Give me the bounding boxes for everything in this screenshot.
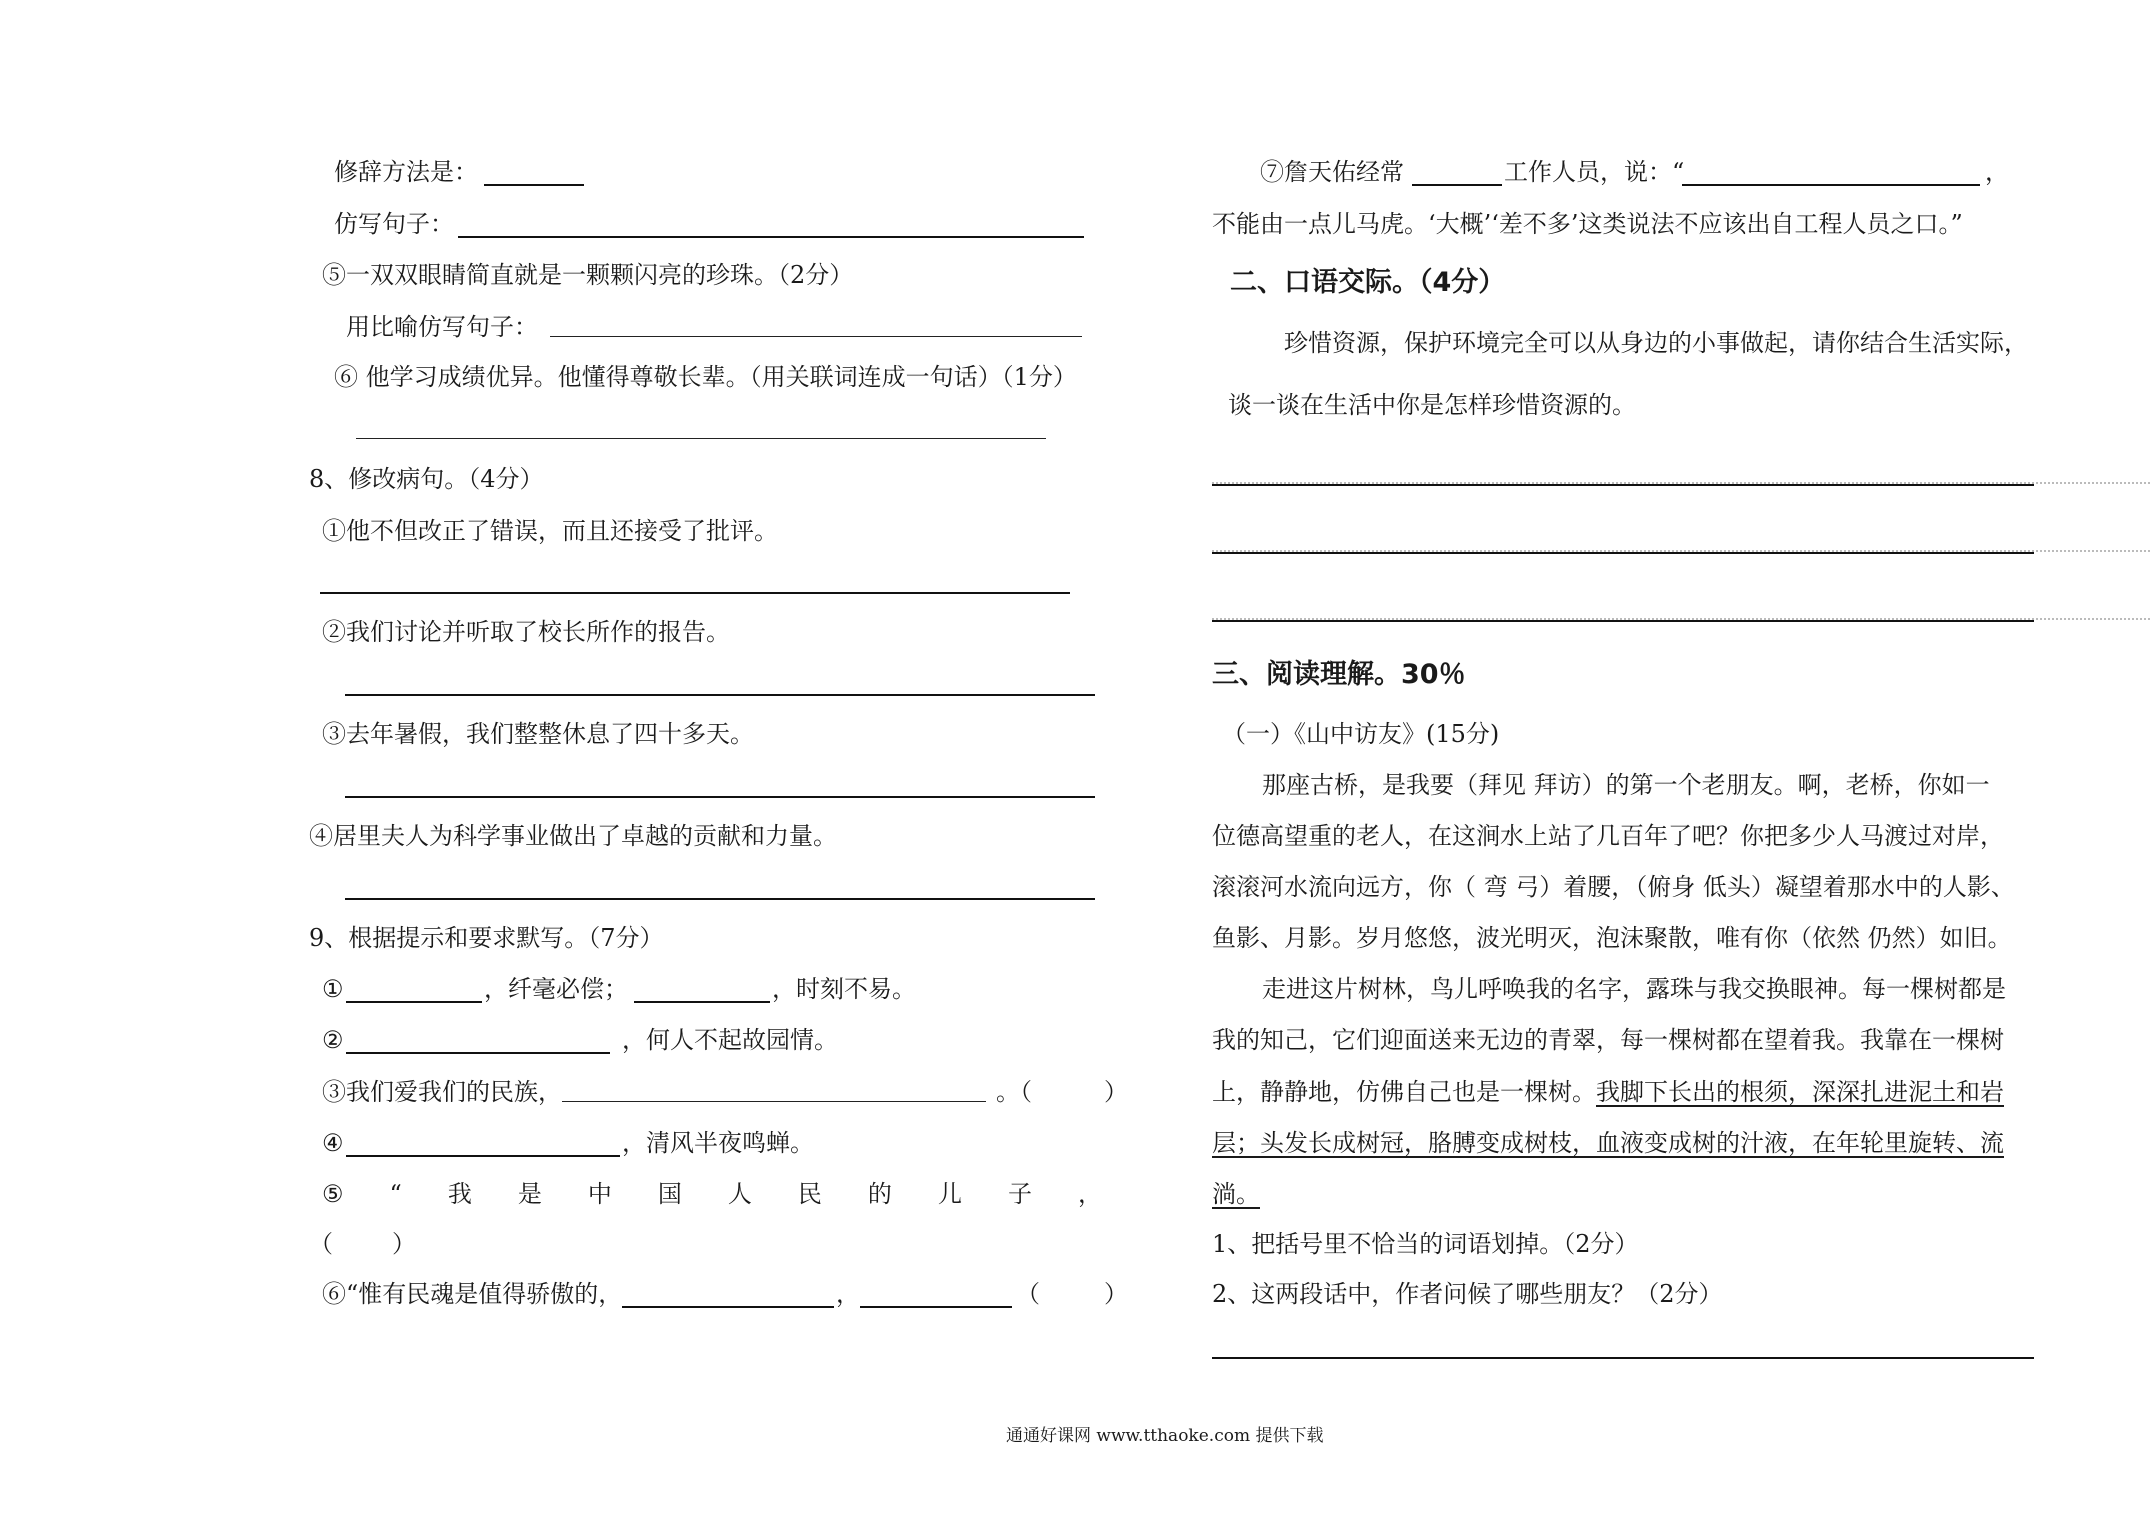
reading-question-2: 2、这两段话中，作者问候了哪些朋友？（2分） [1212, 1280, 1723, 1308]
s9-2-blank[interactable] [346, 1052, 610, 1054]
s9-5-paren-close: ） [392, 1230, 416, 1258]
para2-underlined-end: 淌。 [1212, 1180, 1260, 1208]
para1-line-3: 滚滚河水流向远方，你（ 弯 弓）着腰，（俯身 低头）凝望着那水中的人影、 [1212, 873, 2015, 901]
s9-5-char: “ [389, 1180, 402, 1208]
s8-item-2: ②我们讨论并听取了校长所作的报告。 [322, 618, 730, 646]
section-2-answer-line-2[interactable] [1212, 552, 2034, 554]
s9-5-char: 的 [867, 1180, 892, 1208]
section-2-title: 二、口语交际。（4分） [1230, 267, 1506, 298]
question-7-line2: 不能由一点儿马虎。‘大概’‘差不多’这类说法不应该出自工程人员之口。” [1212, 210, 1963, 238]
para2-line-2: 我的知己，它们迎面送来无边的青翠，每一棵树都在望着我。我靠在一棵树 [1212, 1026, 2004, 1054]
s9-1-blank-a[interactable] [346, 1001, 482, 1003]
s8-item-1-answer[interactable] [320, 592, 1070, 594]
para2-line-3-plain: 上，静静地，仿佛自己也是一棵树。 [1212, 1078, 1596, 1106]
s9-5-char: ， [1077, 1180, 1102, 1208]
s9-1-end: ，时刻不易。 [772, 975, 916, 1003]
s9-5-char: 我 [447, 1180, 472, 1208]
s8-item-1: ①他不但改正了错误，而且还接受了批评。 [322, 517, 778, 545]
section-2-answer-line-3[interactable] [1212, 620, 2034, 622]
s9-5-char: 人 [727, 1180, 752, 1208]
simile-answer-line[interactable] [550, 336, 1082, 337]
rhetoric-label: 修辞方法是： [334, 158, 478, 186]
s9-2-end: ，何人不起故园情。 [622, 1026, 838, 1054]
s8-item-3-answer[interactable] [345, 796, 1095, 798]
s9-3-blank[interactable] [562, 1101, 986, 1102]
s9-1-blank-b[interactable] [634, 1001, 770, 1003]
question-7-mid: 工作人员，说：“ [1504, 158, 1685, 186]
s9-6-prefix: ⑥“惟有民魂是值得骄傲的， [322, 1280, 623, 1308]
s8-item-3: ③去年暑假，我们整整休息了四十多天。 [322, 720, 754, 748]
s9-4-blank[interactable] [346, 1155, 620, 1157]
imitate-answer-blank[interactable] [458, 236, 1084, 238]
reading-question-1: 1、把括号里不恰当的词语划掉。（2分） [1212, 1230, 1639, 1258]
rhetoric-answer-blank[interactable] [484, 184, 584, 186]
para2-underlined-mid: 层；头发长成树冠，胳膊变成树枝，血液变成树的汁液，在年轮里旋转、流 [1212, 1129, 2004, 1157]
imitate-label: 仿写句子： [334, 210, 454, 238]
s9-3-paren-open: 。（ [996, 1078, 1032, 1106]
s9-1-mid: ，纤毫必偿； [484, 975, 628, 1003]
question-6-answer-line[interactable] [356, 438, 1046, 439]
s9-6-comma: ， [836, 1280, 860, 1308]
s9-3-paren-close: ） [1104, 1078, 1128, 1106]
para2-line-3 [1212, 1077, 2004, 1107]
s8-item-2-answer[interactable] [345, 694, 1095, 696]
s9-6-blank-a[interactable] [622, 1306, 834, 1308]
s9-6-paren-open: （ [1016, 1280, 1040, 1308]
section-2-prompt-2: 谈一谈在生活中你是怎样珍惜资源的。 [1228, 391, 1636, 419]
s9-5-char: 儿 [937, 1180, 962, 1208]
question-5: ⑤一双双眼睛简直就是一颗颗闪亮的珍珠。（2分） [322, 261, 854, 289]
para1-line-2: 位德高望重的老人，在这涧水上站了几百年了吧？你把多少人马渡过对岸， [1212, 822, 2004, 850]
reading-question-2-answer[interactable] [1212, 1357, 2034, 1359]
question-6: ⑥ 他学习成绩优异。他懂得尊敬长辈。（用关联词连成一句话）（1分） [334, 363, 1077, 391]
question-7-blank-b[interactable] [1682, 184, 1980, 186]
section-2-answer-line-1[interactable] [1212, 484, 2034, 486]
s9-5-char: ⑤ [322, 1180, 344, 1208]
s9-2-prefix: ② [322, 1026, 344, 1054]
s9-5-char: 是 [517, 1180, 542, 1208]
section-3-title: 三、阅读理解。30％ [1212, 659, 1466, 690]
s9-5-char: 国 [657, 1180, 682, 1208]
s8-item-4: ④居里夫人为科学事业做出了卓越的贡献和力量。 [309, 822, 837, 850]
section-9-title: 9、根据提示和要求默写。（7分） [309, 924, 664, 952]
s9-6-paren-close: ） [1104, 1280, 1128, 1308]
section-2-prompt-1: 珍惜资源，保护环境完全可以从身边的小事做起，请你结合生活实际， [1284, 329, 2028, 357]
s9-5-char: 民 [797, 1180, 822, 1208]
s9-4-prefix: ④ [322, 1129, 344, 1157]
s8-item-4-answer[interactable] [345, 898, 1095, 900]
para2-line-1: 走进这片树林，鸟儿呼唤我的名字，露珠与我交换眼神。每一棵树都是 [1262, 975, 2006, 1003]
s9-4-end: ，清风半夜鸣蝉。 [622, 1129, 814, 1157]
s9-5-line [322, 1179, 1102, 1209]
para1-line-1: 那座古桥，是我要（拜见 拜访）的第一个老朋友。啊，老桥，你如一 [1262, 771, 1990, 799]
footer-credit: 通通好课网 www.tthaoke.com 提供下载 [1006, 1426, 1324, 1446]
question-7-blank-a[interactable] [1412, 184, 1502, 186]
s9-1-prefix: ① [322, 975, 344, 1003]
s9-3-prefix: ③我们爱我们的民族， [322, 1078, 562, 1106]
para1-line-4: 鱼影、月影。岁月悠悠，波光明灭，泡沫聚散，唯有你（依然 仍然）如旧。 [1212, 924, 2012, 952]
s9-6-blank-b[interactable] [860, 1306, 1012, 1308]
s9-5-paren-open: （ [309, 1230, 333, 1258]
section-8-title: 8、修改病句。（4分） [309, 465, 544, 493]
s9-5-char: 中 [587, 1180, 612, 1208]
question-7-start: ⑦詹天佑经常 [1260, 158, 1404, 186]
para2-underlined-start: 我脚下长出的根须，深深扎进泥土和岩 [1596, 1078, 2004, 1106]
question-7-comma: ， [1985, 158, 2009, 186]
reading-passage-title: （一）《山中访友》(15分) [1222, 720, 1500, 748]
question-5-sub: 用比喻仿写句子： [346, 313, 538, 341]
s9-5-char: 子 [1007, 1180, 1032, 1208]
